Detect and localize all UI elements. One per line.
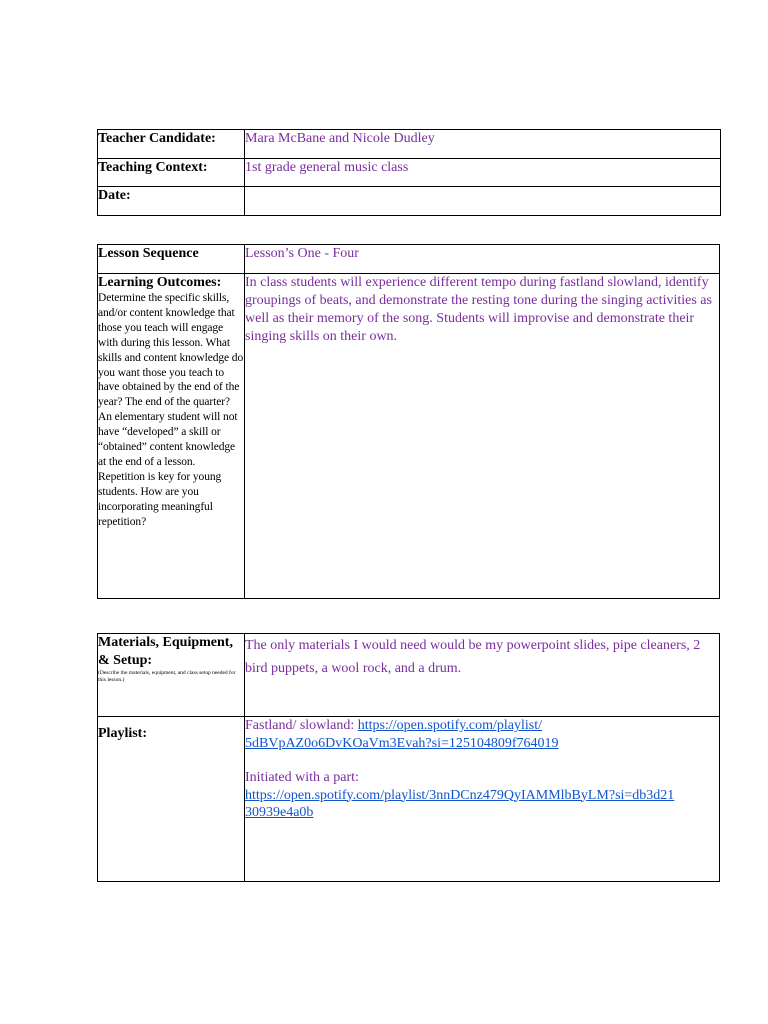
- playlist-value[interactable]: [245, 717, 720, 882]
- materials-table: [97, 633, 720, 882]
- materials-label: Materials, Equipment, & Setup:: [98, 635, 233, 668]
- lesson-sequence-label: Lesson Sequence: [98, 245, 245, 274]
- playlist-link-fastland-part2[interactable]: 5dBVpAZ0o6DvKOaVm3Evah?si=125104809f764019: [245, 735, 559, 751]
- playlist-item-initiated-title: Initiated with a part:: [245, 770, 359, 785]
- materials-value[interactable]: The only materials I would need would be my powerpoint slides, pipe cleaners, 2 bird puppets, a wool rock, and a drum.: [245, 634, 720, 717]
- playlist-link-initiated-part1[interactable]: https://open.spotify.com/playlist/3nnDCnz479QyIAMMlbByLM?si=db3d21: [245, 787, 675, 803]
- playlist-item-fastland: [245, 717, 719, 752]
- materials-cell: [98, 634, 245, 717]
- playlist-item-initiated: [245, 769, 719, 822]
- header-info-table: [97, 129, 721, 216]
- teacher-candidate-value[interactable]: Mara McBane and Nicole Dudley: [245, 130, 721, 159]
- lesson-table: [97, 244, 720, 599]
- learning-outcomes-label: Learning Outcomes:: [98, 275, 222, 290]
- playlist-link-fastland-part1[interactable]: https://open.spotify.com/playlist/: [357, 718, 542, 733]
- teacher-candidate-label: Teacher Candidate:: [98, 130, 245, 159]
- date-label: Date:: [98, 187, 245, 216]
- learning-outcomes-help: Determine the specific skills, and/or content knowledge that those you teach will engage with during this lesson. What skills and content knowledge do you want those you teach to have obtained by the end of the year? The end of the quarter? An elementary student will not have “developed” a skill or “obtained” content knowledge at the end of a lesson. Repetition is key for young students. How are you incorporating meaningful repetition?: [98, 292, 244, 528]
- teaching-context-value[interactable]: 1st grade general music class: [245, 159, 721, 187]
- playlist-label: Playlist:: [98, 717, 245, 882]
- lesson-sequence-value[interactable]: Lesson’s One - Four: [245, 245, 720, 274]
- date-value[interactable]: [245, 187, 721, 216]
- materials-help: (Describe the materials, equipment, and class setup needed for this lesson.): [98, 670, 236, 683]
- learning-outcomes-cell: [98, 274, 245, 599]
- playlist-link-initiated-part2[interactable]: 30939e4a0b: [245, 805, 314, 820]
- playlist-item-fastland-title: Fastland/ slowland:: [245, 718, 358, 733]
- learning-outcomes-value[interactable]: In class students will experience different tempo during fastland slowland, identify groupings of beats, and demonstrate the resting tone during the singing activities as well as their memory of the song. Students will improvise and demonstrate their singing skills on their own.: [245, 274, 720, 599]
- teaching-context-label: Teaching Context:: [98, 159, 245, 187]
